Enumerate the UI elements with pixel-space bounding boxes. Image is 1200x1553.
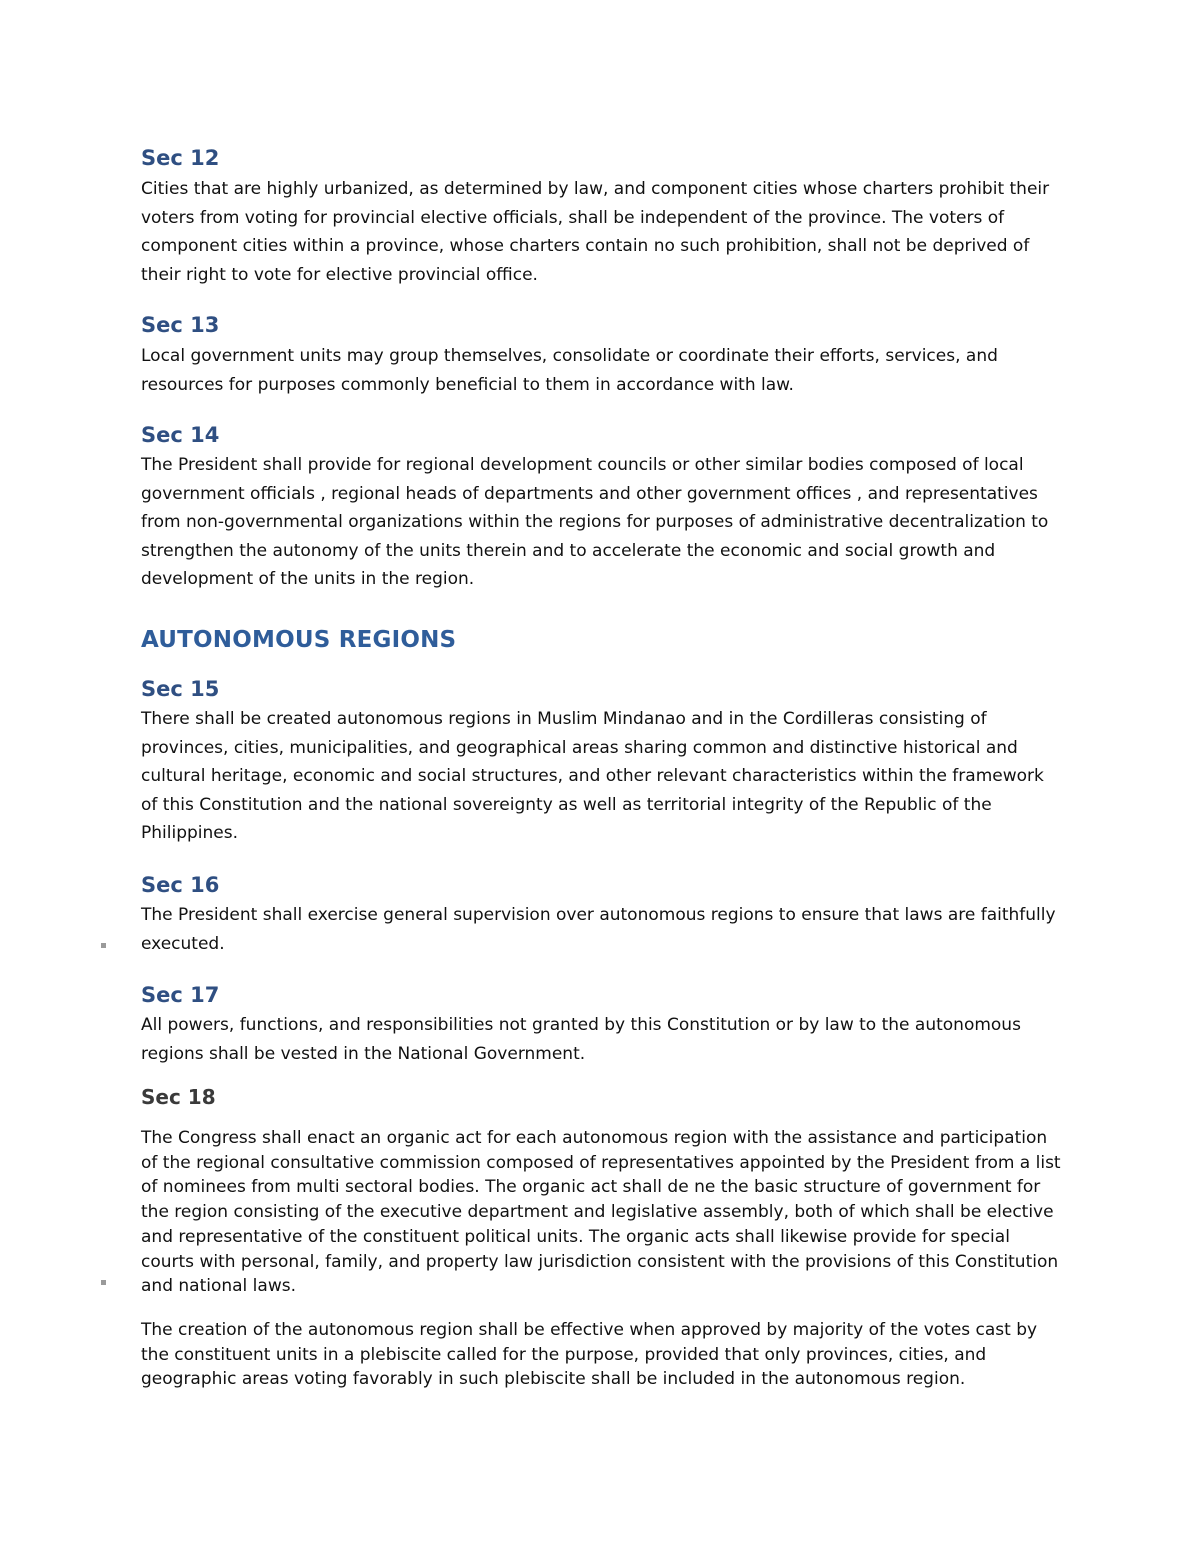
sec-18-body-1: The Congress shall enact an organic act for each autonomous region with the assistance and participation of the regional consultative commission composed of representatives appointed by the President from a list of nominees from multi sectoral bodies. The organic act shall de ne the basic structure of government for the region consisting of the executive department and legislative assembly, both of which shall be elective and representative of the constituent political units. The organic acts shall likewise provide for special courts with personal, family, and property law jurisdiction consistent with the provisions of this Constitution and national laws.	[141, 1128, 1061, 1297]
sec-15-heading: Sec 15	[141, 677, 220, 701]
sec-14-heading: Sec 14	[141, 423, 220, 447]
sec-15-body: There shall be created autonomous regions in Muslim Mindanao and in the Cordilleras consisting of provinces, cities, municipalities, and geographical areas sharing common and distinctive historical and cultural heritage, economic and social structures, and other relevant characteristics within the framework of this Constitution and the national sovereignty as well as territorial integrity of the Republic of the Philippines.	[141, 709, 1044, 843]
sec-18-body-2: The creation of the autonomous region shall be effective when approved by majority of the votes cast by the constituent units in a plebiscite called for the purpose, provided that only provinces, cities, and geographic areas voting favorably in such plebiscite shall be included in the autonomous region.	[141, 1320, 1038, 1390]
sec-13-heading: Sec 13	[141, 313, 220, 337]
sec-12-body: Cities that are highly urbanized, as determined by law, and component cities whose charters prohibit their voters from voting for provincial elective officials, shall be independent of the province. The voters of component cities within a province, whose charters contain no such prohibition, shall not be deprived of their right to vote for elective provincial office.	[141, 179, 1050, 285]
paragraph-mark-icon	[101, 943, 106, 948]
sec-13-body: Local government units may group themselves, consolidate or coordinate their efforts, services, and resources for purposes commonly beneficial to them in accordance with law.	[141, 346, 998, 395]
sec-17-heading: Sec 17	[141, 983, 220, 1007]
autonomous-regions-heading: AUTONOMOUS REGIONS	[141, 627, 457, 653]
sec-16-heading: Sec 16	[141, 873, 220, 897]
paragraph-mark-icon	[101, 1280, 106, 1285]
sec-12-heading: Sec 12	[141, 146, 220, 170]
sec-14-body: The President shall provide for regional development councils or other similar bodies composed of local government officials , regional heads of departments and other government offices , and representatives from non-governmental organizations within the regions for purposes of administrative decentralization to strengthen the autonomy of the units therein and to accelerate the economic and social growth and development of the units in the region.	[141, 455, 1049, 589]
sec-18-heading: Sec 18	[141, 1085, 216, 1109]
sec-17-body: All powers, functions, and responsibilities not granted by this Constitution or by law to the autonomous regions shall be vested in the National Government.	[141, 1015, 1021, 1064]
sec-16-body: The President shall exercise general supervision over autonomous regions to ensure that laws are faithfully executed.	[141, 905, 1056, 954]
